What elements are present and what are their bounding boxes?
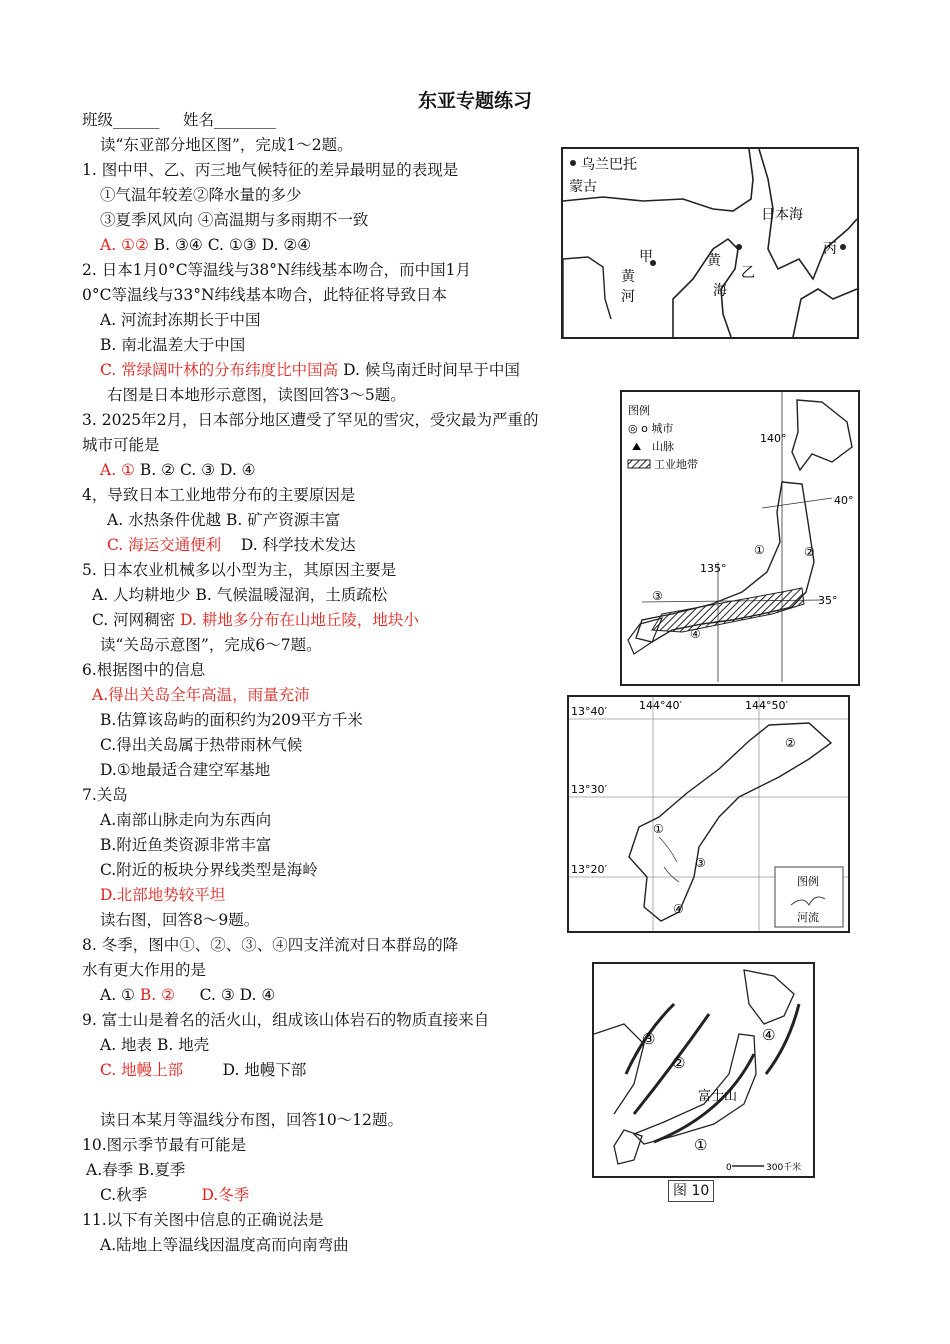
q1-answer: A. ①② [100,236,149,254]
q6-option: D.①地最适合建空军基地 [100,761,271,779]
q2-option: D. 候鸟南迁时间早于中国 [343,361,520,379]
map-label: ② [672,1054,686,1072]
page-title: 东亚专题练习 [417,90,532,112]
map-label: 黄 [707,253,721,269]
map-label: ④ [690,627,701,641]
map-label: 河 [621,289,635,305]
map-label: 35° [818,594,838,607]
q5-options: A. 人均耕地少 B. 气候温暖湿润，土质疏松 [92,586,388,604]
mountain-icon: ⛰ [632,440,642,453]
japan-terrain-map [620,390,860,686]
map-label: 蒙古 [569,179,597,195]
map-label: ③ [652,589,663,603]
question-1: 1. 图中甲、乙、丙三地气候特征的差异最明显的表现是 [82,161,459,179]
map-label: 丙 [823,241,837,257]
question-8: 8. 冬季，图中①、②、③、④四支洋流对日本群岛的降 [82,936,459,954]
q8-line: 水有更大作用的是 [82,961,207,979]
map-label: 乙 [741,265,755,281]
q3-answer: A. ① [100,461,135,479]
legend-industry: 工业地带 [654,458,698,471]
scale-zero: 0 [726,1163,732,1173]
section-intro-2: 右图是日本地形示意图，读图回答3～5题。 [107,386,406,404]
q9-answer: C. 地幔上部 [100,1061,184,1079]
legend-title: 图例 [797,875,819,888]
figure-caption: 图 10 [668,1180,714,1202]
scale-label: 300千米 [766,1163,802,1173]
map-label: 13°20′ [571,863,607,876]
map-label: ① [754,543,765,557]
question-11: 11.以下有关图中信息的正确说法是 [82,1211,324,1229]
map-label: 海 [713,283,727,299]
q2-option: B. 南北温差大于中国 [100,336,246,354]
question-9: 9. 富士山是着名的活火山，组成该山体岩石的物质直接来自 [82,1011,490,1029]
river [659,837,679,882]
map-label: ④ [673,902,684,916]
map-label: ② [804,545,815,559]
q3-line: 城市可能是 [82,436,160,454]
question-10: 10.图示季节最有可能是 [82,1136,247,1154]
q6-answer: A.得出关岛全年高温，雨量充沛 [92,686,310,704]
question-7: 7.关岛 [82,786,128,804]
korea-coast [594,1024,644,1114]
kyushu [614,1130,642,1164]
ulaanbaatar-city [570,160,576,166]
question-4: 4，导致日本工业地带分布的主要原因是 [82,486,356,504]
map-label: 140° [760,432,787,445]
legend-mountain: 山脉 [652,440,674,453]
map-label: 40° [834,494,854,507]
parallel-40 [762,498,832,508]
q7-option: A.南部山脉走向为东西向 [100,811,272,829]
q4-answer: C. 海运交通便利 [107,536,222,554]
question-3: 3. 2025年2月，日本部分地区遭受了罕见的雪灾，受灾最为严重的 [82,411,539,429]
map-label: 13°40′ [571,705,607,718]
map-label: ③ [695,856,706,870]
korea-peninsula [673,239,738,337]
east-asia-map [561,147,859,339]
map-label: 富士山 [698,1089,738,1104]
name-label: 姓名________ [183,111,277,129]
map-label: 13°30′ [571,783,607,796]
map-label: 甲 [639,249,653,265]
map-label: ③ [642,1030,656,1048]
q1-options: B. ③④ C. ①③ D. ②④ [153,236,312,254]
q3-options: B. ② C. ③ D. ④ [139,461,256,479]
q6-option: B.估算该岛屿的面积约为209平方千米 [100,711,363,729]
q8-answer: B. ② [139,986,176,1004]
q5-option: C. 河网稠密 [92,611,176,629]
map-label: ① [653,822,664,836]
section-intro-4: 读右图，回答8～9题。 [100,911,260,929]
map-label: ② [785,736,796,750]
hokkaido [744,970,794,1024]
map-label: ④ [762,1026,776,1044]
question-2: 2. 日本1月0°C等温线与38°N纬线基本吻合，而中国1月 [82,261,471,279]
q4-option: D. 科学技术发达 [240,536,356,554]
japan-currents-map [592,962,815,1178]
map-label: 日本海 [761,207,803,223]
q2-option: A. 河流封冻期长于中国 [100,311,261,329]
q2-answer: C. 常绿阔叶林的分布纬度比中国高 [100,361,339,379]
q11-option: A.陆地上等温线因温度高而向南弯曲 [100,1236,349,1254]
japan-coast-south [793,289,857,337]
yellow-river-line [563,257,611,337]
hokkaido [792,400,852,470]
section-intro-1: 读“东亚部分地区图”，完成1～2题。 [100,136,353,154]
point-bing [840,244,846,250]
class-label: 班级______ [82,111,160,129]
q8-options: C. ③ D. ④ [199,986,276,1004]
q10-answer: D.冬季 [201,1186,250,1204]
q10-option: C.秋季 [100,1186,148,1204]
q9-option: D. 地幔下部 [222,1061,307,1079]
map-label: ① [694,1136,708,1154]
section-intro-5: 读日本某月等温线分布图，回答10～12题。 [100,1111,403,1129]
q7-option: C.附近的板块分界线类型是海岭 [100,861,318,879]
q8-option: A. ① [100,986,135,1004]
q6-option: C.得出关岛属于热带雨林气候 [100,736,303,754]
question-6: 6.根据图中的信息 [82,661,206,679]
map-label: 乌兰巴托 [581,157,637,173]
question-5: 5. 日本农业机械多以小型为主，其原因主要是 [82,561,397,579]
section-intro-3: 读“关岛示意图”，完成6～7题。 [100,636,322,654]
point-yi [736,244,742,250]
guam-map [567,695,850,933]
q7-answer: D.北部地势较平坦 [100,886,226,904]
industrial-belt [652,588,804,632]
map-label: 黄 [621,269,635,285]
q2-line: 0°C等温线与33°N纬线基本吻合，此特征将导致日本 [82,286,448,304]
q7-option: B.附近鱼类资源非常丰富 [100,836,272,854]
q1-line: ①气温年较差②降水量的多少 [100,186,302,204]
map-label: 144°50′ [745,699,788,712]
legend-industry-swatch [628,460,650,468]
legend-city: ◎ o 城市 [628,422,674,435]
legend-river: 河流 [797,911,819,924]
q9-options: A. 地表 B. 地壳 [100,1036,210,1054]
q5-answer: D. 耕地多分布在山地丘陵，地块小 [180,611,419,629]
q4-options: A. 水热条件优越 B. 矿产资源丰富 [107,511,341,529]
map-label: 144°40′ [639,699,682,712]
map-label: 135° [700,562,727,575]
q10-options: A.春季 B.夏季 [86,1161,186,1179]
legend-title: 图例 [628,404,650,417]
q1-line: ③夏季风风向 ④高温期与多雨期不一致 [100,211,369,229]
